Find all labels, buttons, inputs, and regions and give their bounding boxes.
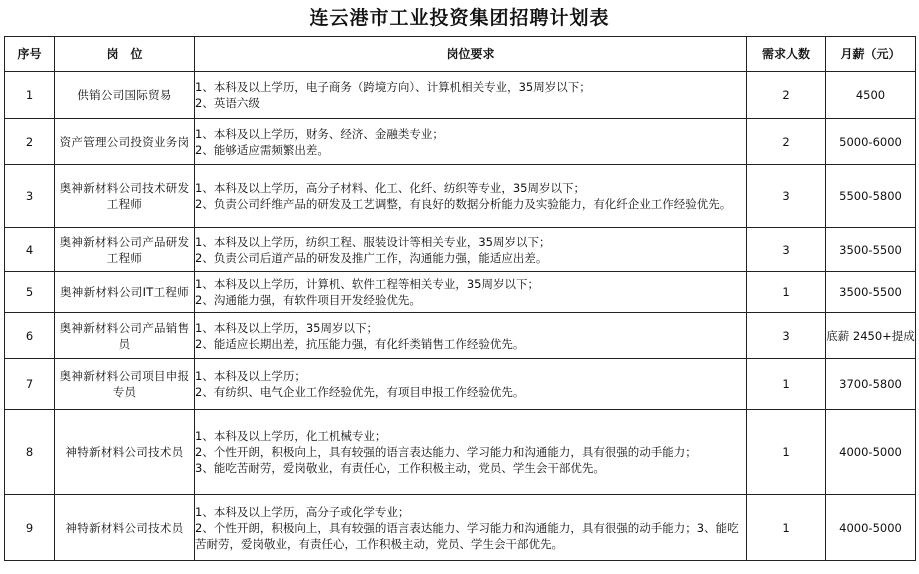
header-row [5,37,916,72]
row-count: 2 [747,119,826,165]
header-salary: 月薪（元） [826,37,916,72]
requirement-line: 2、能够适应需频繁出差。 [195,142,329,157]
table-row [5,495,916,561]
row-position: 神特新材料公司技术员 [55,495,195,561]
row-no: 4 [5,228,55,272]
requirement-line: 3、能吃苦耐劳，爱岗敬业，有责任心，工作积极主动，党员、学生会干部优先。 [195,461,605,475]
requirement-line: 2、负责公司纤维产品的研发及工艺调整，有良好的数据分析能力及实验能力，有化纤企业工作经验优先。 [195,197,732,211]
row-position: 奥神新材料公司IT工程师 [55,272,195,313]
row-requirements [195,313,747,359]
row-salary: 3500-5500 [826,272,916,313]
row-no: 7 [5,359,55,410]
row-position: 奥神新材料公司产品销售员 [55,313,195,359]
row-requirements [195,272,747,313]
row-salary: 4000-5000 [826,410,916,495]
requirement-line: 2、有纺织、电气企业工作经验优先，有项目申报工作经验优先。 [195,385,525,399]
header-no: 序号 [5,37,55,72]
row-count: 3 [747,313,826,359]
table-row [5,165,916,228]
requirement-line: 2、能适应长期出差，抗压能力强，有化纤类销售工作经验优先。 [195,336,525,351]
row-count: 3 [747,165,826,228]
row-position: 奥神新材料公司项目申报专员 [55,359,195,410]
row-no: 3 [5,165,55,228]
requirement-line: 1、本科及以上学历，电子商务（跨境方向）、计算机相关专业，35周岁以下； [195,80,591,94]
header-position: 岗 位 [55,37,195,72]
row-requirements [195,410,747,495]
row-count: 2 [747,72,826,119]
table-row [5,119,916,165]
recruitment-table [4,36,916,561]
row-count: 1 [747,359,826,410]
row-salary: 底薪 2450+提成 [826,313,916,359]
row-no: 5 [5,272,55,313]
requirement-line: 2、负责公司后道产品的研发及推广工作，沟通能力强，能适应出差。 [195,250,548,265]
requirement-line: 2、沟通能力强，有软件项目开发经验优先。 [195,293,421,307]
row-no: 6 [5,313,55,359]
row-count: 3 [747,228,826,272]
row-salary: 5000-6000 [826,119,916,165]
row-count: 1 [747,410,826,495]
table-row [5,410,916,495]
row-requirements [195,228,747,272]
table-row [5,272,916,313]
table-row [5,228,916,272]
row-no: 9 [5,495,55,561]
requirement-line: 1、本科及以上学历，财务、经济、金融类专业； [195,126,444,141]
row-count: 1 [747,495,826,561]
table-row [5,313,916,359]
row-count: 1 [747,272,826,313]
requirement-line: 2、个性开朗，积极向上，具有较强的语言表达能力、学习能力和沟通能力，具有很强的动手能力；3、能吃苦耐劳，爱岗敬业，有责任心，工作积极主动，党员、学生会干部优先。 [195,520,739,551]
requirement-line: 1、本科及以上学历； [195,369,306,383]
row-no: 2 [5,119,55,165]
row-requirements [195,495,747,561]
header-requirements: 岗位要求 [195,37,747,72]
row-no: 1 [5,72,55,119]
requirement-line: 2、个性开朗，积极向上，具有较强的语言表达能力、学习能力和沟通能力，具有很强的动手能力； [195,445,697,459]
row-salary: 3500-5500 [826,228,916,272]
requirement-line: 1、本科及以上学历，计算机、软件工程等相关专业，35周岁以下； [195,277,539,291]
requirement-line: 1、本科及以上学历，高分子材料、化工、化纤、纺织等专业，35周岁以下； [195,181,585,195]
row-position: 神特新材料公司技术员 [55,410,195,495]
row-position: 供销公司国际贸易 [55,72,195,119]
row-salary: 3700-5800 [826,359,916,410]
row-requirements [195,119,747,165]
row-position: 奥神新材料公司技术研发工程师 [55,165,195,228]
requirement-line: 2、英语六级 [195,96,260,110]
requirement-line: 1、本科及以上学历，纺织工程、服装设计等相关专业，35周岁以下； [195,234,551,249]
row-salary: 4500 [826,72,916,119]
header-count: 需求人数 [747,37,826,72]
row-requirements [195,165,747,228]
row-requirements [195,359,747,410]
row-salary: 5500-5800 [826,165,916,228]
page-title: 连云港市工业投资集团招聘计划表 [309,7,610,29]
row-requirements [195,72,747,119]
requirement-line: 1、本科及以上学历，化工机械专业； [195,429,387,443]
row-salary: 4000-5000 [826,495,916,561]
row-no: 8 [5,410,55,495]
requirement-line: 1、本科及以上学历，高分子或化学专业； [195,504,410,519]
table-row [5,359,916,410]
table-row [5,72,916,119]
row-position: 资产管理公司投资业务岗 [55,119,195,165]
row-position: 奥神新材料公司产品研发工程师 [55,228,195,272]
requirement-line: 1、本科及以上学历，35周岁以下； [195,320,378,335]
